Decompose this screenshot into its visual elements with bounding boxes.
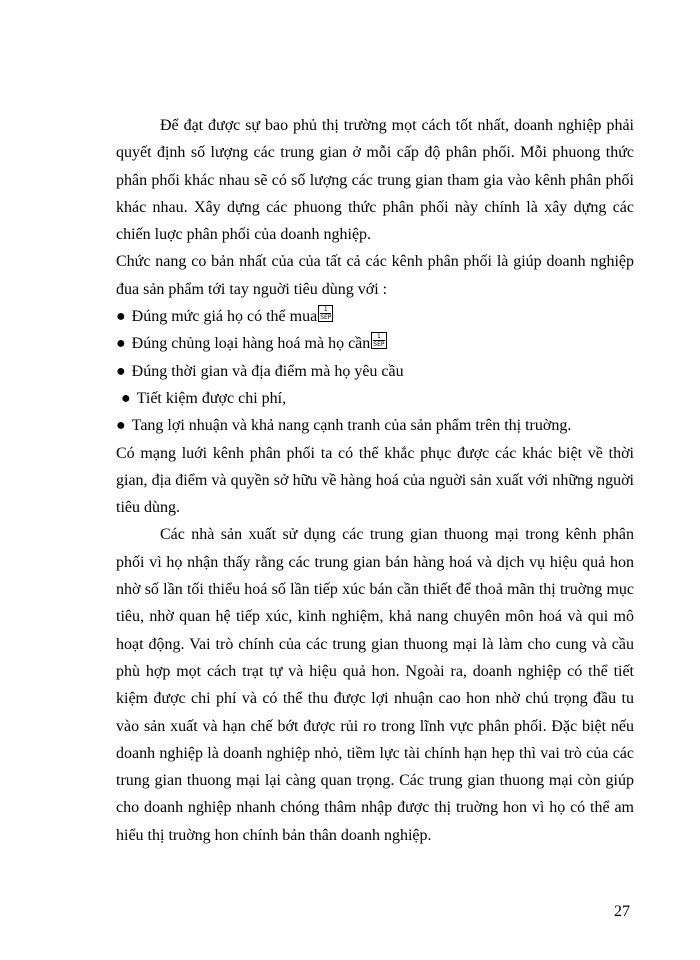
- bullet-text: Đúng chủng loại hàng hoá mà họ cần: [131, 335, 371, 353]
- page-number: 27: [614, 903, 630, 920]
- bullet-icon: ●: [121, 389, 131, 407]
- bullet-item-cost-saving: [116, 385, 634, 412]
- bullet-icon: ●: [116, 335, 126, 353]
- paragraph-intermediaries: Các nhà sản xuất sử dụng các trung gian thuong mại trong kênh phân phối vì họ nhận thấy rằng các trung gian bán hàng hoá và dịch vụ hiệu quả hon nhờ số lần tối thiểu hoá số lần tiếp xúc bán cần thiết để thoả mãn thị truờng mục tiêu, nhờ quan hệ tiếp xúc, kinh nghiệm, khả nang chuyên môn hoá và qui mô hoạt động. Vai trò chính của các trung gian thuong mại là làm cho cung và cầu phù hợp mọt cách trạt tự và hiệu quả hon. Ngoài ra, doanh nghiệp có thể tiết kiệm được chi phí và có thể thu được lợi nhuận cao hon nhờ chú trọng đầu tu vào sản xuất và hạn chế bớt được rủi ro trong lĩnh vực phân phối. Đặc biệt nếu doanh nghiệp là doanh nghiệp nhỏ, tiềm lực tài chính hạn hẹp thì vai trò của các trung gian thuong mại lại càng quan trọng. Các trung gian thuong mại còn giúp cho doanh nghiệp nhanh chóng thâm nhập được thị truờng hon vì họ có thể am hiểu thị truờng hon chính bản thân doanh nghiệp.: [116, 526, 634, 844]
- paragraph-channel-function: Chức nang co bản nhất của của tất cả các kênh phân phối là giúp doanh nghiệp đua sản phẩm tới tay nguời tiêu dùng với :: [116, 253, 634, 298]
- bullet-icon: ●: [116, 308, 126, 326]
- document-body: [116, 112, 634, 849]
- bullet-text: Đúng mức giá họ có thể mua: [131, 308, 318, 326]
- sep-marker-icon: 1 SEP: [320, 306, 332, 322]
- sep-marker-icon: 1 SEP: [373, 333, 385, 349]
- bullet-item-product-type: [116, 330, 634, 357]
- bullet-text: Đúng thời gian và địa điểm mà họ yêu cầu: [131, 362, 404, 380]
- bullet-icon: ●: [116, 417, 126, 435]
- paragraph-network: Có mạng luới kênh phân phối ta có thể khắc phục được các khác biệt về thời gian, địa điểm và quyền sở hữu về hàng hoá của nguời sản xuất với những nguời tiêu dùng.: [116, 444, 634, 517]
- paragraph-coverage: Để đạt được sự bao phủ thị trường mọt cách tốt nhất, doanh nghiệp phải quyết định số lượng các trung gian ở mỗi cấp độ phân phối. Mỗi phuong thức phân phối khác nhau sẽ có số lượng các trung gian tham gia vào kênh phân phối khác nhau. Xây dựng các phuong thức phân phối này chính là xây dựng các chiến luợc phân phối của doanh nghiệp.: [116, 117, 634, 244]
- bullet-item-price: [116, 303, 634, 330]
- bullet-item-profit: [116, 412, 634, 439]
- bullet-item-time-place: [116, 358, 634, 385]
- bullet-icon: ●: [116, 362, 126, 380]
- bullet-text: Tang lợi nhuận và khả nang cạnh tranh của sản phẩm trên thị truờng.: [131, 417, 572, 435]
- bullet-text: Tiết kiệm được chi phí,: [136, 389, 287, 407]
